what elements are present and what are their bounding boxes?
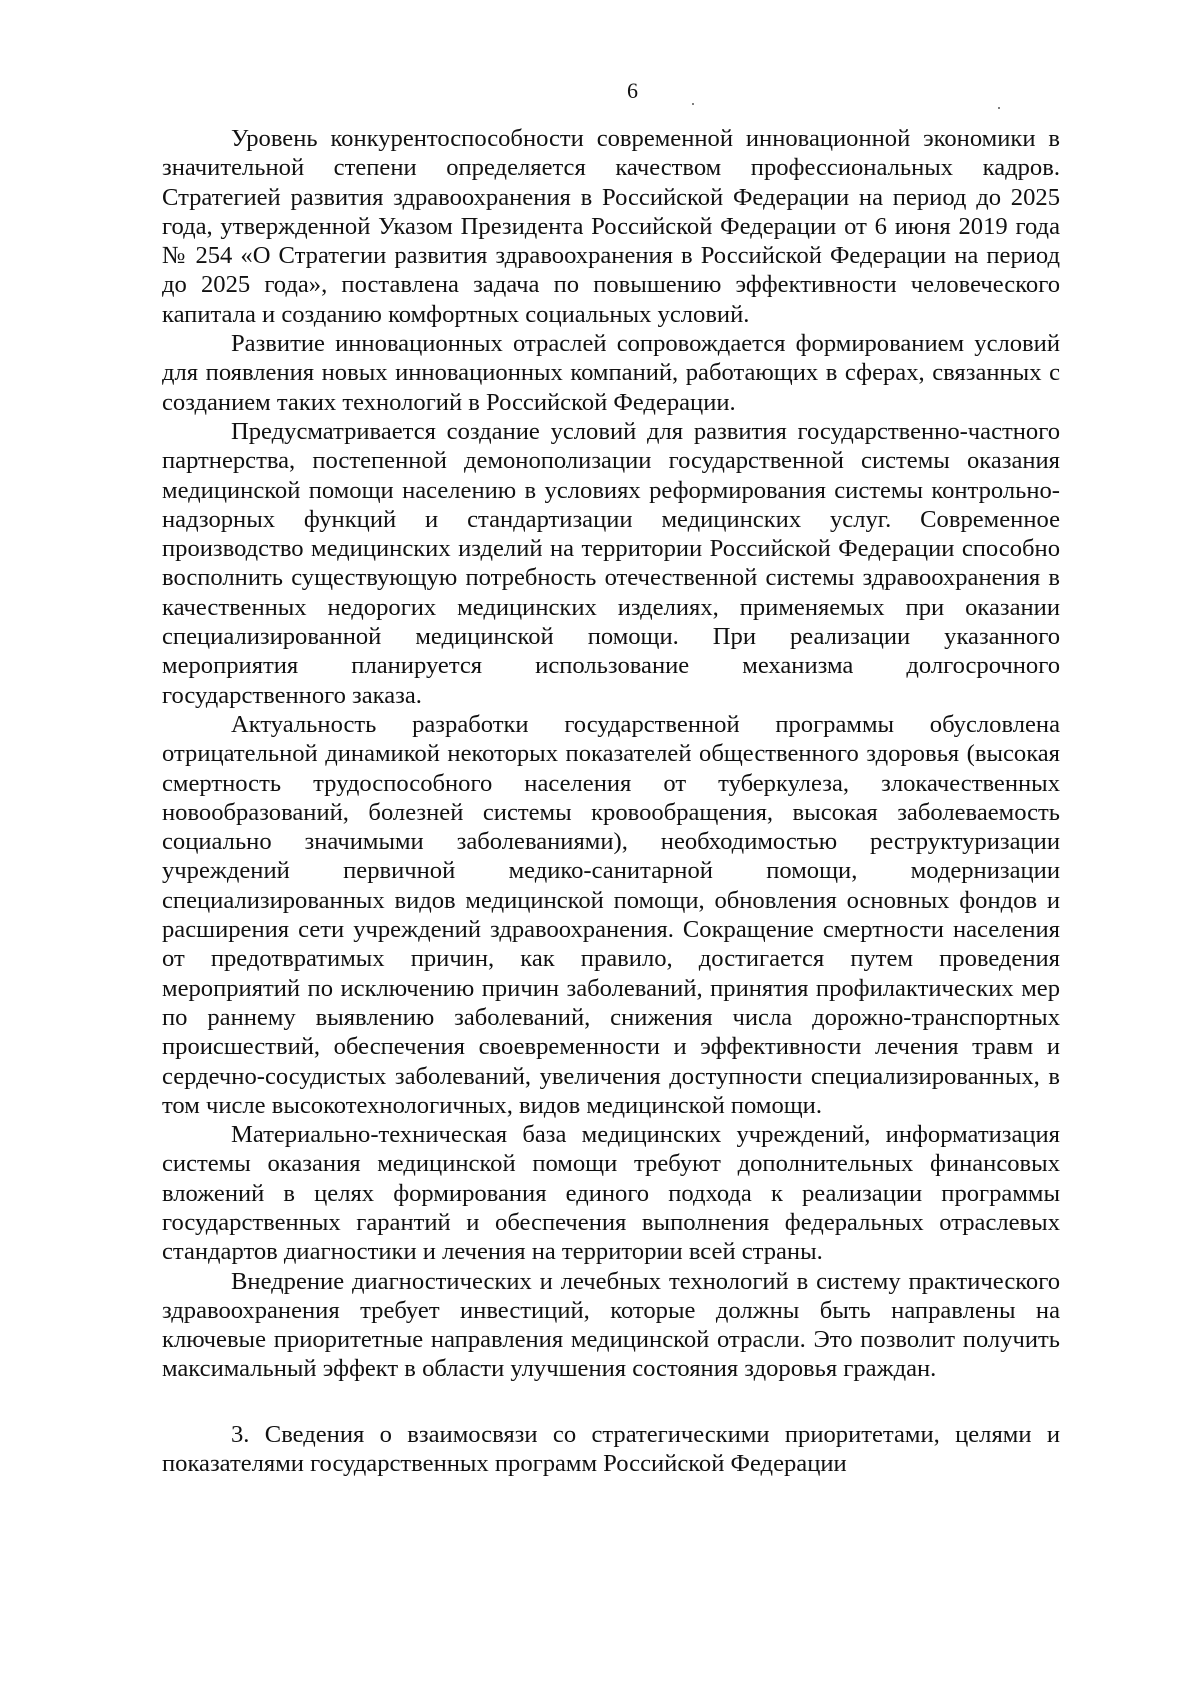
paragraph-technology-adoption: Внедрение диагностических и лечебных технологий в систему практического здравоохранения требует инвестиций, которые должны быть направлены на ключевые приоритетные направления медицинской отрасли. Это позволит получить максимальный эффект в области улучшения состояния здоровья граждан. xyxy=(162,1267,1060,1383)
paragraph-competitiveness: Уровень конкурентоспособности современной инновационной экономики в значительной степени определяется качеством профессиональных кадров. Стратегией развития здравоохранения в Российской Федерации на период до 2025 года, утвержденной Указом Президента Российской Федерации от 6 июня 2019 года № 254 «О Стратегии развития здравоохранения в Российской Федерации на период до 2025 года», поставлена задача по повышению эффективности человеческого капитала и созданию комфортных социальных условий. xyxy=(162,125,1060,328)
scan-speck xyxy=(998,107,1000,109)
scan-speck xyxy=(692,103,694,105)
paragraph-material-base: Материально-техническая база медицинских учреждений, информатизация системы оказания медицинской помощи требуют дополнительных финансовых вложений в целях формирования единого подхода к реализации программы государственных гарантий и обеспечения выполнения федеральных отраслевых стандартов диагностики и лечения на территории всей страны. xyxy=(162,1121,1060,1266)
page-number: 6 xyxy=(627,78,638,103)
section-heading: 3. Сведения о взаимосвязи со стратегическими приоритетами, целями и показателями государственных программ Российской Федерации xyxy=(162,1420,1060,1478)
paragraph-program-relevance: Актуальность разработки государственной программы обусловлена отрицательной динамикой некоторых показателей общественного здоровья (высокая смертность трудоспособного населения от туберкулеза, злокачественных новообразований, болезней системы кровообращения, высокая заболеваемость социально значимыми заболеваниями), необходимостью реструктуризации учреждений первичной медико-санитарной помощи, модернизации специализированных видов медицинской помощи, обновления основных фондов и расширения сети учреждений здравоохранения. Сокращение смертности населения от предотвратимых причин, как правило, достигается путем проведения мероприятий по исключению причин заболеваний, принятия профилактических мер по раннему выявлению заболеваний, снижения числа дорожно-транспортных происшествий, обеспечения своевременности и эффективности лечения травм и сердечно-сосудистых заболеваний, увеличения доступности специализированных, в том числе высокотехнологичных, видов медицинской помощи. xyxy=(162,710,1060,1119)
document-body xyxy=(162,124,1060,1478)
paragraph-public-private-partnership: Предусматривается создание условий для развития государственно-частного партнерства, постепенной демонополизации государственной системы оказания медицинской помощи населению в условиях реформирования системы контрольно-надзорных функций и стандартизации медицинских услуг. Современное производство медицинских изделий на территории Российской Федерации способно восполнить существующую потребность отечественной системы здравоохранения в качественных недорогих медицинских изделиях, применяемых при оказании специализированной медицинской помощи. При реализации указанного мероприятия планируется использование механизма долгосрочного государственного заказа. xyxy=(162,417,1060,709)
paragraph-innovation-industries: Развитие инновационных отраслей сопровождается формированием условий для появления новых инновационных компаний, работающих в сферах, связанных с созданием таких технологий в Российской Федерации. xyxy=(162,330,1060,416)
